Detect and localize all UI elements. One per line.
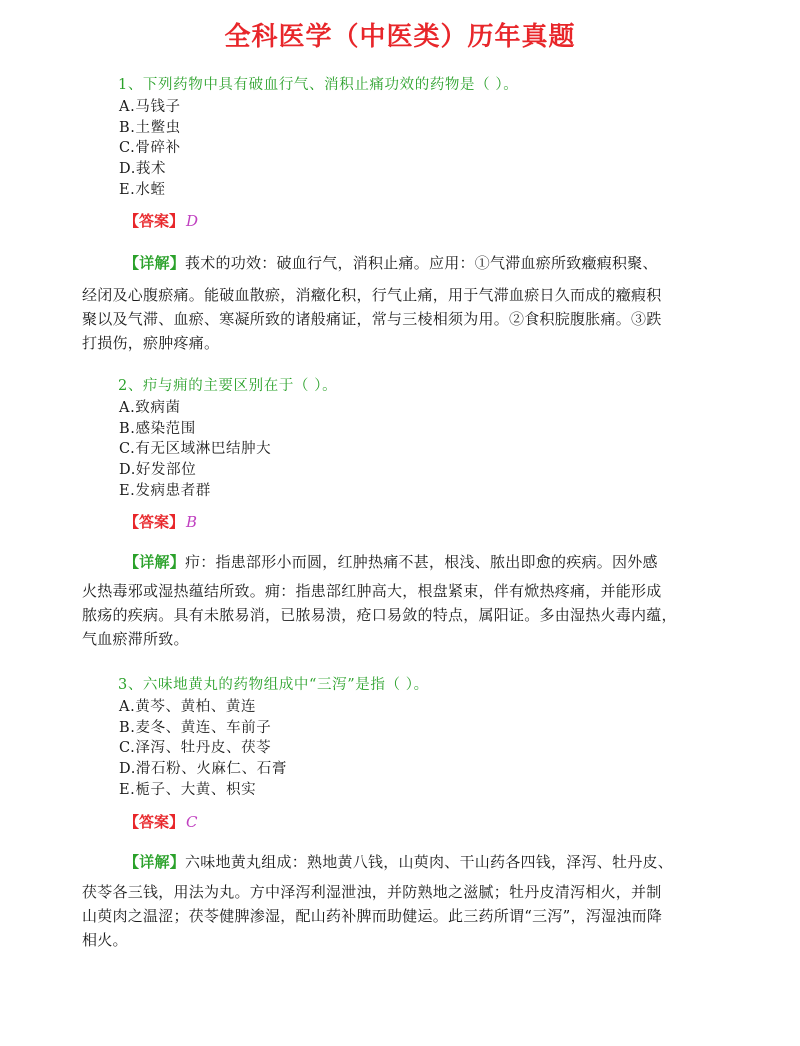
option-a: A.致病菌 — [119, 400, 181, 416]
answer-value: B — [186, 513, 198, 531]
page-title: 全科医学（中医类）历年真题 — [224, 22, 576, 52]
explanation-line: 相火。 — [82, 931, 128, 949]
explanation-line — [82, 251, 722, 275]
explanation-text: 莪术的功效：破血行气，消积止痛。应用：①气滞血瘀所致癥瘕积聚、 — [185, 254, 658, 272]
explanation — [82, 850, 722, 952]
explain-tag: 【详解】 — [124, 254, 186, 272]
option-b: B.感染范围 — [119, 420, 196, 437]
explanation-line: 脓疡的疾病。具有未脓易消，已脓易溃，疮口易敛的特点，属阳证。多由湿热火毒内蕴， — [82, 606, 677, 624]
explanation-line — [82, 550, 722, 574]
option-a: A.黄芩、黄柏、黄连 — [119, 699, 257, 715]
explanation-line: 气血瘀滞所致。 — [82, 630, 189, 648]
answer-line — [124, 210, 198, 231]
option-c: C.泽泻、牡丹皮、茯苓 — [119, 740, 272, 757]
answer-value: C — [186, 813, 198, 831]
option-list — [119, 697, 287, 800]
explanation-line: 火热毒邪或湿热蕴结所致。痈：指患部红肿高大，根盘紧束，伴有焮热疼痛，并能形成 — [82, 582, 662, 600]
explanation-line: 山萸肉之温涩；茯苓健脾渗湿，配山药补脾而助健运。此三药所谓“三泻”，泻湿浊而降 — [82, 907, 663, 925]
option-d: D.滑石粉、火麻仁、石膏 — [119, 761, 287, 778]
question-stem: 3、六味地黄丸的药物组成中“三泻”是指（ ）。 — [118, 677, 429, 693]
answer-tag: 【答案】 — [124, 813, 185, 831]
option-b: B.麦冬、黄连、车前子 — [119, 719, 272, 736]
explanation-line: 茯苓各三钱，用法为丸。方中泽泻利湿泄浊，并防熟地之滋腻；牡丹皮清泻相火，并制 — [82, 883, 662, 901]
explanation-text: 疖：指患部形小而圆，红肿热痛不甚，根浅、脓出即愈的疾病。因外感 — [185, 553, 658, 571]
option-a: A.马钱子 — [119, 99, 181, 115]
answer-value: D — [186, 212, 199, 230]
option-e: E.栀子、大黄、枳实 — [119, 781, 257, 798]
explanation-line: 聚以及气滞、血瘀、寒凝所致的诸般痛证，常与三棱相须为用。②食积脘腹胀痛。③跌 — [82, 310, 662, 328]
explain-tag: 【详解】 — [124, 553, 186, 571]
option-b: B.土鳖虫 — [119, 119, 181, 136]
option-e: E.发病患者群 — [119, 482, 211, 499]
option-c: C.骨碎补 — [119, 140, 181, 157]
question-stem: 1、下列药物中具有破血行气、消积止痛功效的药物是（ ）。 — [118, 77, 519, 93]
answer-tag: 【答案】 — [124, 513, 185, 531]
option-e: E.水蛭 — [119, 181, 166, 198]
option-list — [119, 97, 181, 200]
question-stem: 2、疖与痈的主要区别在于（ ）。 — [118, 378, 338, 394]
explanation-text: 六味地黄丸组成：熟地黄八钱，山萸肉、干山药各四钱，泽泻、牡丹皮、 — [185, 853, 674, 871]
answer-line — [124, 511, 197, 532]
explanation-line: 经闭及心腹瘀痛。能破血散瘀，消癥化积，行气止痛，用于气滞血瘀日久而成的癥瘕积 — [82, 286, 662, 304]
option-d: D.莪术 — [119, 161, 167, 178]
answer-tag: 【答案】 — [124, 212, 185, 230]
option-list — [119, 398, 271, 501]
explanation-line — [82, 850, 722, 874]
answer-line — [124, 811, 198, 832]
explanation-line: 打损伤，瘀肿疼痛。 — [82, 334, 220, 352]
explanation — [82, 550, 722, 651]
option-c: C.有无区域淋巴结肿大 — [119, 441, 272, 458]
explain-tag: 【详解】 — [124, 853, 186, 871]
option-d: D.好发部位 — [119, 462, 197, 479]
explanation — [82, 251, 722, 355]
